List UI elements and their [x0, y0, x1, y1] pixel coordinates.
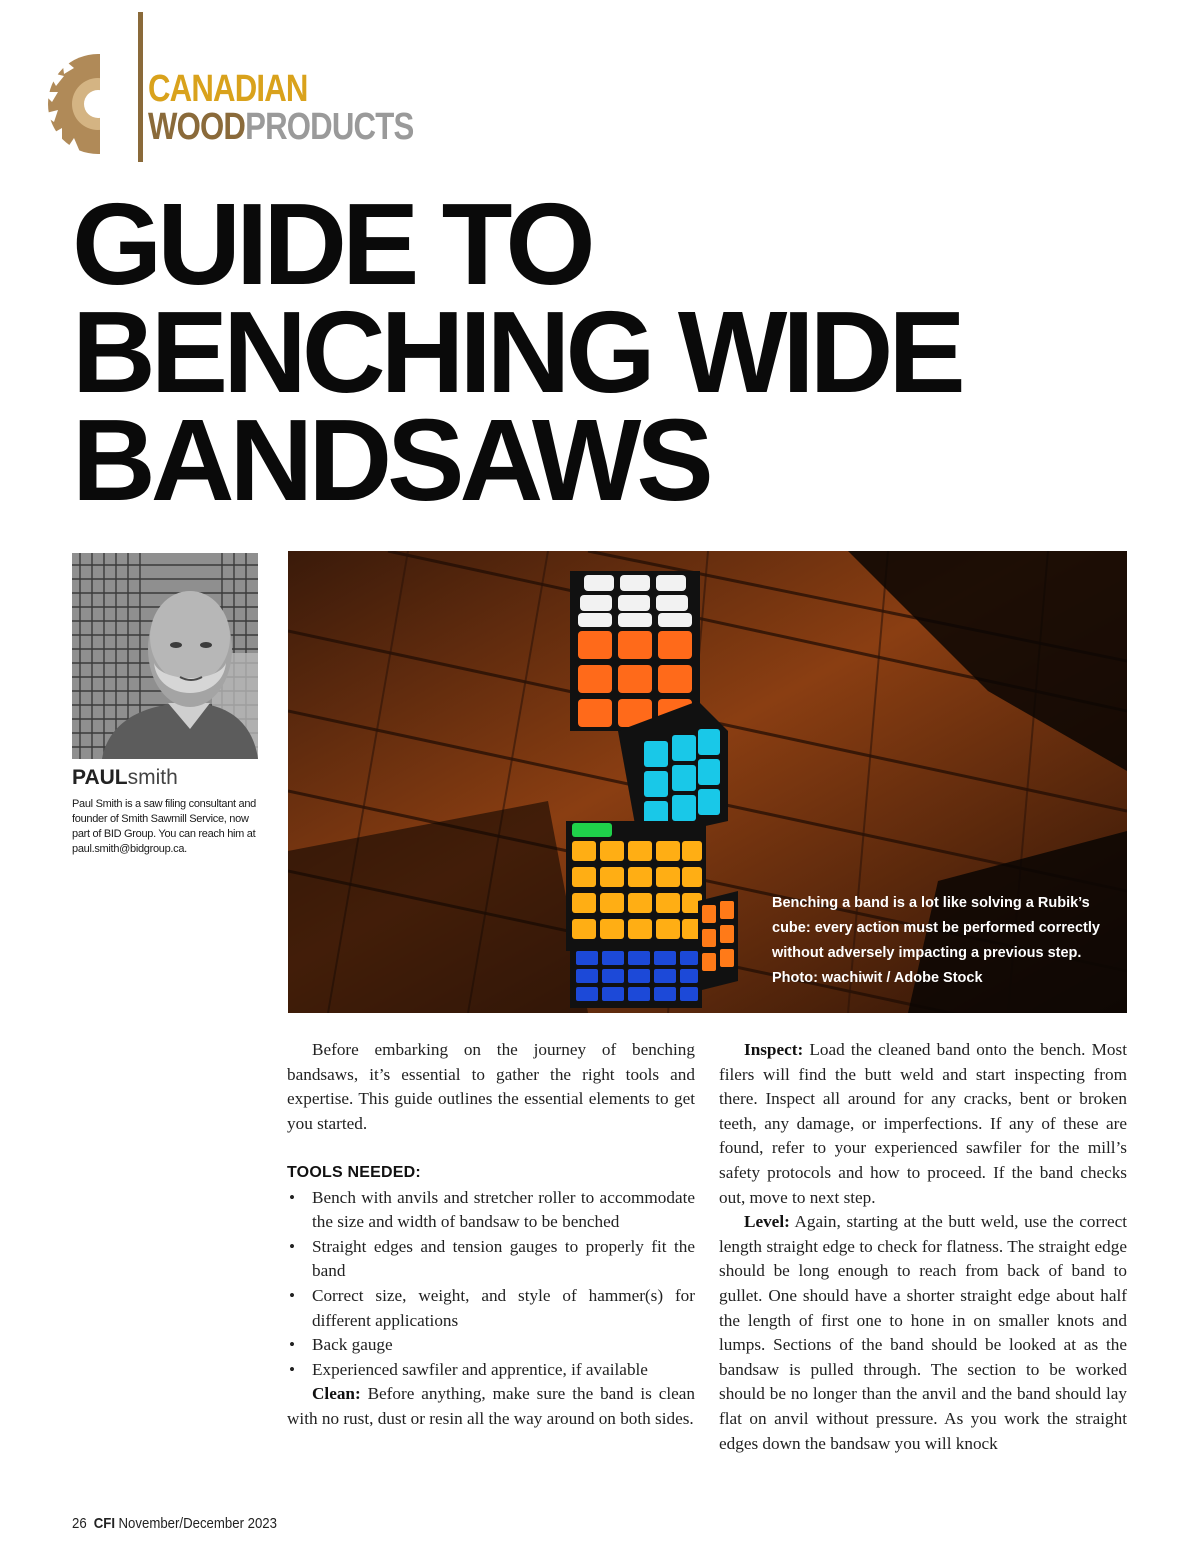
tools-heading: TOOLS NEEDED:	[287, 1163, 421, 1181]
level-paragraph	[719, 1210, 1127, 1456]
inspect-label: Inspect:	[744, 1040, 804, 1059]
author-bio: Paul Smith is a saw filing consultant and founder of Smith Sawmill Service, now part of BID Group. You can reach him at paul.smith@bidgroup.ca.	[72, 798, 256, 855]
level-label: Level:	[744, 1212, 790, 1232]
headline-line-1: GUIDE TO	[72, 179, 591, 309]
author-last-name: smith	[127, 766, 178, 789]
list-item: • Back gauge	[287, 1333, 695, 1358]
logo-line-canadian: CANADIAN	[148, 68, 308, 110]
intro-paragraph: Before embarking on the journey of benching bandsaws, it’s essential to gather the right tools and expertise. This guide outlines the essential elements to get you started.	[287, 1040, 695, 1133]
page-number: 26	[72, 1515, 87, 1532]
author-name	[72, 766, 178, 790]
list-item: • Bench with anvils and stretcher roller to accommodate the size and width of bandsaw to be benched	[287, 1186, 695, 1235]
clean-label: Clean:	[312, 1384, 361, 1404]
logo-word-products: PRODUCTS	[245, 106, 414, 148]
magazine-name: CFI	[93, 1515, 115, 1532]
inspect-paragraph	[719, 1038, 1127, 1210]
clean-paragraph	[287, 1382, 695, 1431]
inspect-text: Load the cleaned band onto the bench. Most filers will find the butt weld and start inspecting from there. Inspect all around for any cracks, bent or broken teeth, any damage, or imperfections. If any of these are found, refer to your experienced sawfiler for the mill’s safety protocols and how to proceed. If the band checks out, move to next step.	[719, 1040, 1127, 1207]
author-first-name: PAUL	[72, 766, 128, 789]
clean-text: Before anything, make sure the band is clean with no rust, dust or resin all the way around on both sides.	[287, 1384, 695, 1428]
publication-logo	[40, 12, 420, 164]
headline-line-3: BANDSAWS	[72, 395, 709, 525]
list-item: • Straight edges and tension gauges to properly fit the band	[287, 1235, 695, 1284]
article-headline	[72, 179, 1152, 525]
logo-divider	[138, 12, 143, 162]
level-text: Again, starting at the butt weld, use the correct length straight edge to check for flatness. The straight edge should be long enough to reach from back of band to gullet. One should have a shorter straight edge about half the length of first one to hone in on smaller knots and lumps. Sections of the band should be looked at as the bandsaw is pulled through. The section to be worked should be no longer than the anvil and the band should lay flat on anvil without pressure. As you work the straight edges down the bandsaw you will knock	[719, 1212, 1127, 1453]
logo-word-wood: WOOD	[148, 106, 246, 148]
page-footer	[72, 1515, 277, 1532]
headline-line-2: BENCHING WIDE	[72, 287, 961, 417]
issue-date: November/December 2023	[118, 1515, 277, 1532]
saw-blade-icon	[40, 52, 140, 156]
logo-line-woodproducts	[148, 108, 413, 146]
photo-caption: Benching a band is a lot like solving a Rubik’s cube: every action must be performed correctly without adversely impacting a previous step. Photo: wachiwit / Adobe Stock	[772, 895, 1100, 986]
list-item: • Experienced sawfiler and apprentice, if available	[287, 1358, 695, 1383]
author-photo	[72, 553, 258, 759]
article-column-2	[719, 1038, 1127, 1456]
tools-list	[287, 1186, 695, 1383]
article-column-1	[287, 1038, 695, 1432]
list-item: • Correct size, weight, and style of hammer(s) for different applications	[287, 1284, 695, 1333]
